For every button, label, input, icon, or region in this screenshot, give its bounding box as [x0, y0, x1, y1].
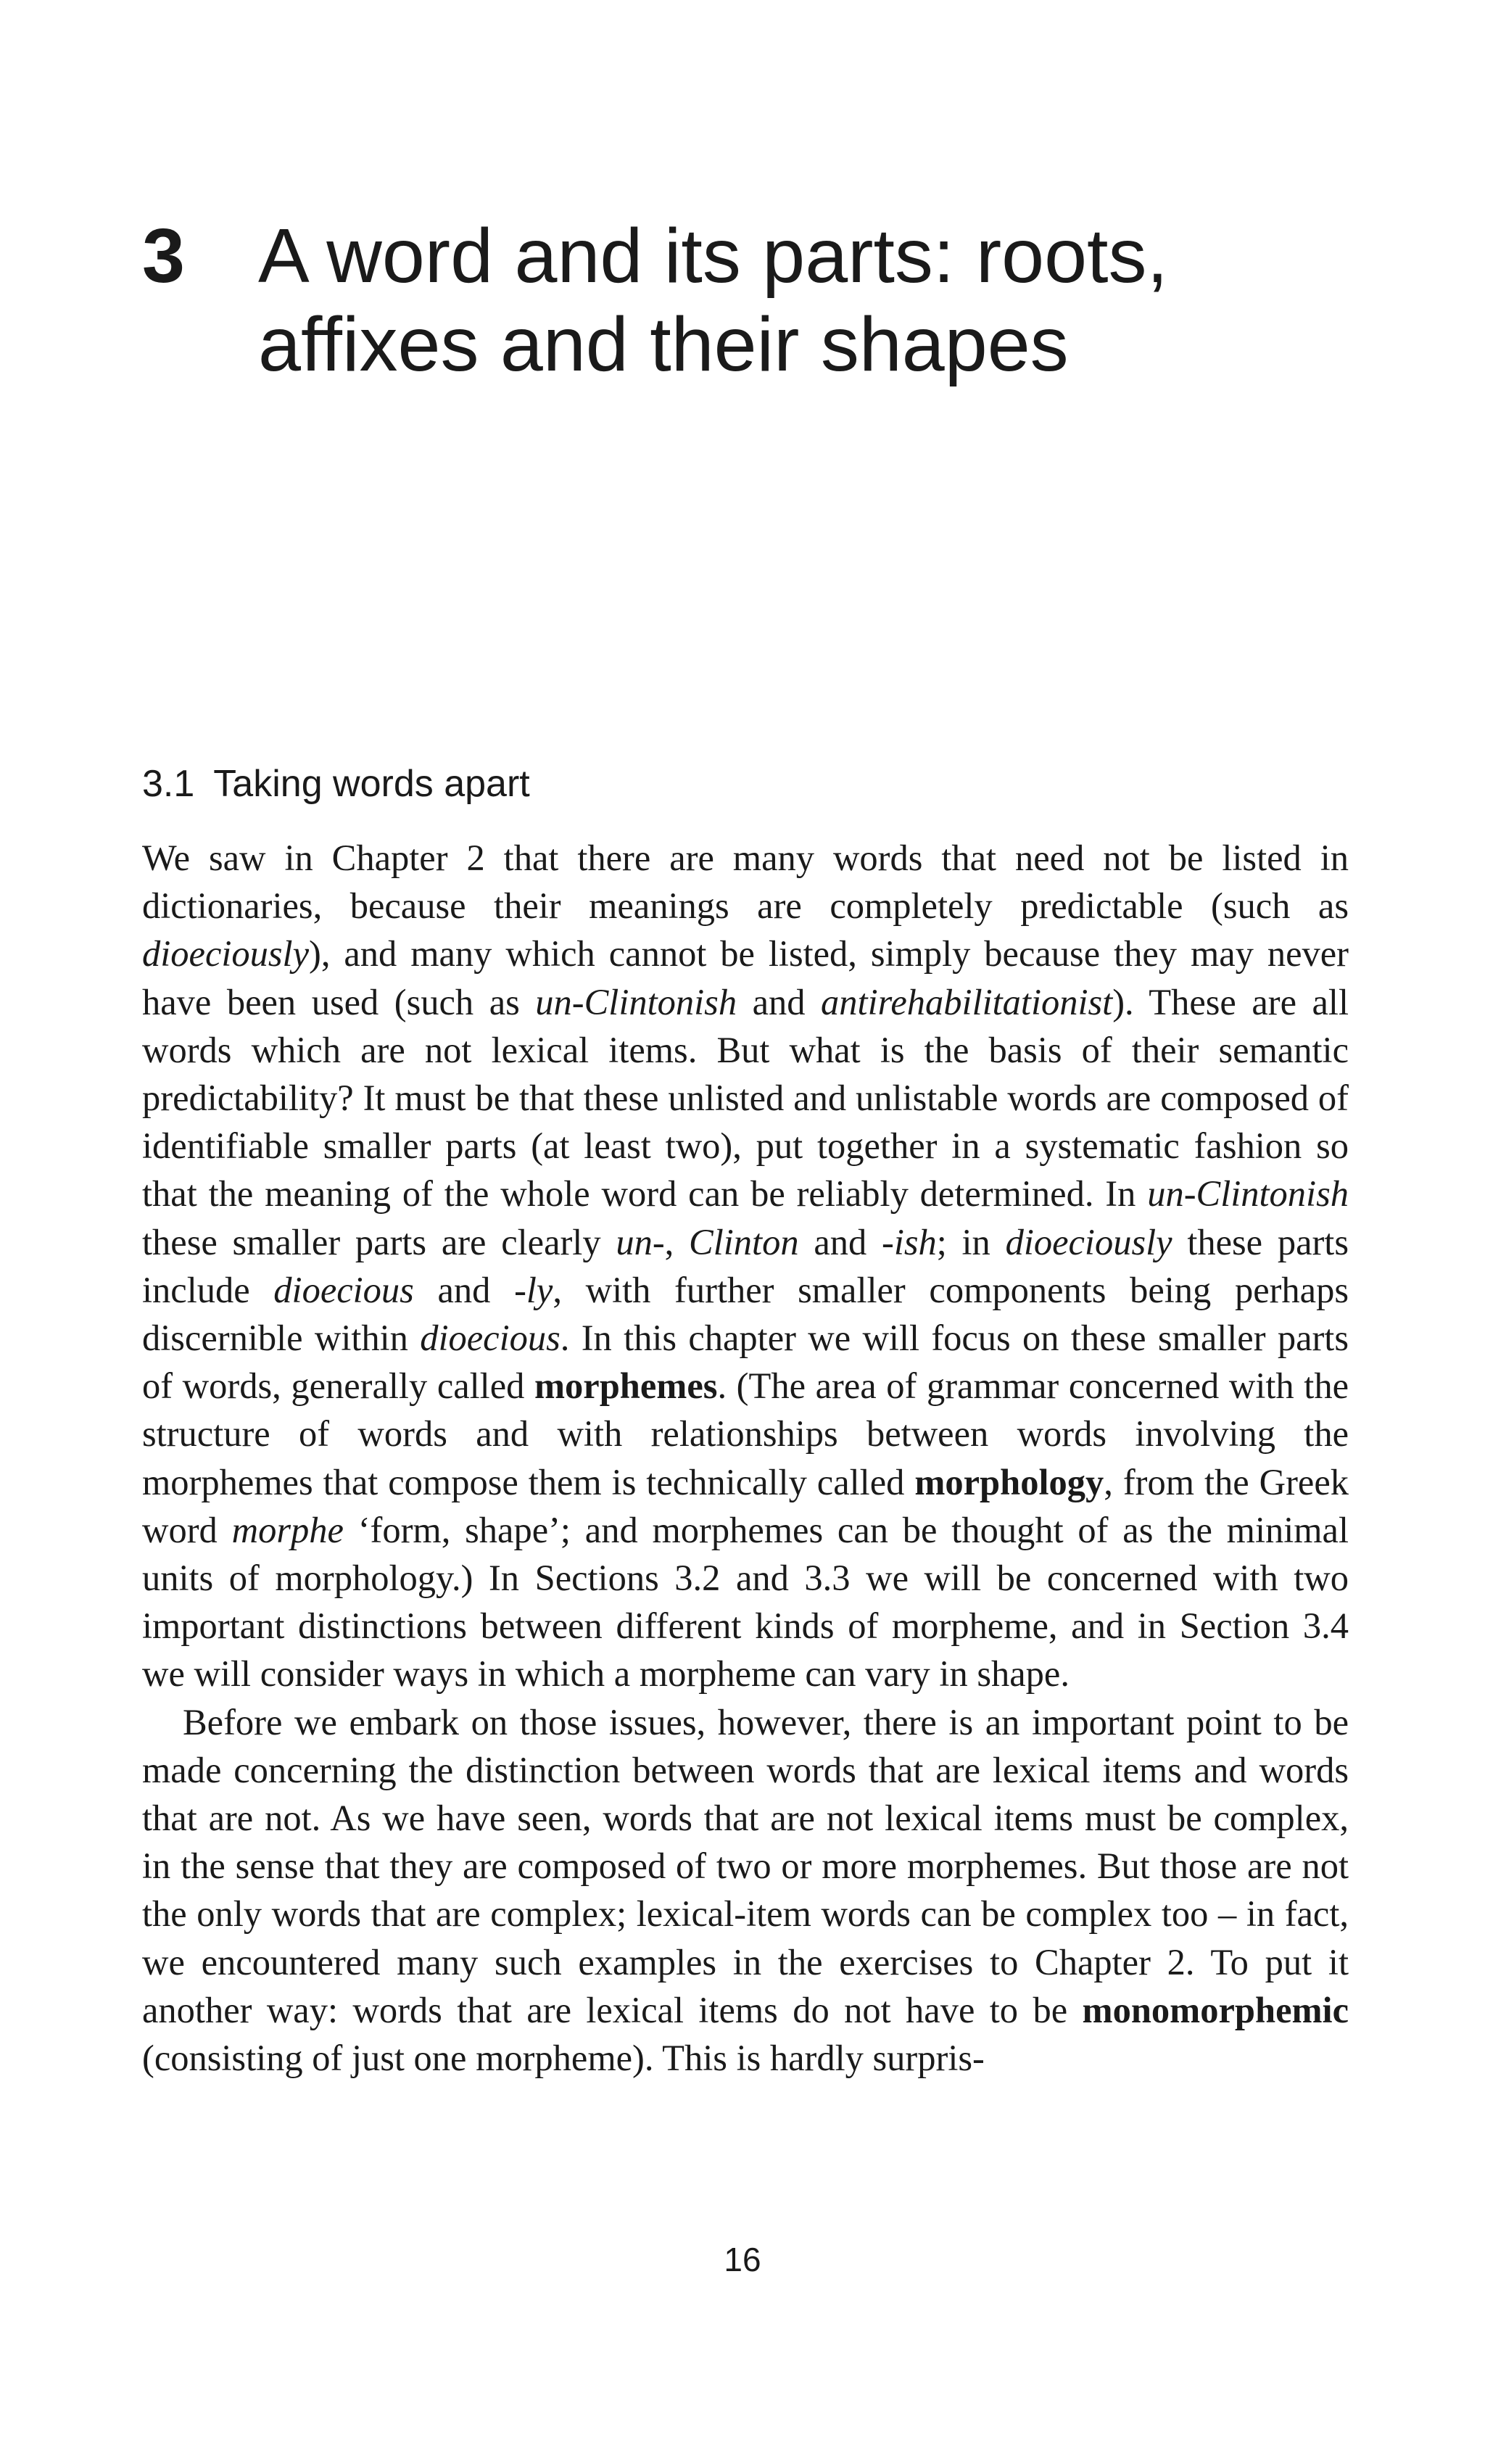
- italic-term: -ly: [514, 1269, 553, 1310]
- text-run: Before we embark on those issues, however, there is an important point to be made concerning the distinction between words that are lexical items and words that are not. As we have seen, words that are not lexical items must be complex, in the sense that they are composed of two or more morphemes. But those are not the only words that are complex; lexical-item words can be complex too – in fact, we encountered many such examples in the exercises to Chapter 2. To put it another way: words that are lexical items do not have to be: [142, 1701, 1349, 2030]
- italic-term: dioeciously: [142, 933, 309, 975]
- text-run: ), and many which cannot be listed, simply because they may never have been used (such as: [142, 933, 1349, 1022]
- italic-term: un-: [616, 1221, 665, 1262]
- section-number: 3.1: [142, 763, 195, 805]
- text-run: and: [798, 1221, 882, 1262]
- text-run: and: [737, 981, 822, 1022]
- section-title: Taking words apart: [213, 763, 530, 805]
- italic-term: antirehabilitationist: [821, 981, 1113, 1022]
- bold-term: morphemes: [534, 1365, 718, 1407]
- text-run: ,: [664, 1221, 690, 1262]
- italic-term: morphe: [231, 1509, 344, 1550]
- text-run: these parts include: [142, 1221, 1349, 1310]
- italic-term: dioecious: [273, 1269, 414, 1310]
- text-run: these smaller parts are clearly: [142, 1221, 616, 1262]
- body-text: [142, 834, 1349, 2082]
- text-run: . (The area of grammar concerned with the structure of words and with relationships between words involving the morphemes that compose them is technically called: [142, 1365, 1349, 1502]
- chapter-heading: [142, 212, 1346, 389]
- italic-term: -ish: [882, 1221, 937, 1262]
- italic-term: dioecious: [420, 1318, 561, 1359]
- text-run: . In this chapter we will focus on these smaller parts of words, generally called: [142, 1318, 1349, 1407]
- text-run: (consisting of just one morpheme). This is hardly surpris-: [142, 2038, 985, 2079]
- text-run: ‘form, shape’; and morphemes can be thought of as the minimal units of morphology.) In Sections 3.2 and 3.3 we will be concerned with two important distinctions between different kinds of morpheme, and in Section 3.4 we will consider ways in which a morpheme can vary in shape.: [142, 1509, 1349, 1695]
- text-run: and: [413, 1269, 515, 1310]
- paragraph: [142, 1698, 1349, 2083]
- chapter-title: A word and its parts: roots, affixes and their shapes: [258, 213, 1168, 387]
- text-run: ; in: [936, 1221, 1006, 1262]
- section-heading: [142, 758, 530, 809]
- text-run: We saw in Chapter 2 that there are many words that need not be listed in dictionaries, because their meanings are completely predictable (such as: [142, 838, 1349, 927]
- chapter-number: 3: [142, 213, 185, 299]
- page-number: 16: [724, 2241, 761, 2278]
- italic-term: dioeciously: [1005, 1221, 1172, 1262]
- text-run: ). These are all words which are not lexical items. But what is the basis of their semantic predictability? It must be that these unlisted and unlistable words are composed of identifiable smaller parts (at least two), put together in a systematic fashion so that the meaning of the whole word can be reliably determined. In: [142, 981, 1349, 1215]
- bold-term: monomorphemic: [1082, 1989, 1349, 2030]
- text-run: , with further smaller components being perhaps discernible within: [142, 1269, 1349, 1359]
- paragraph: [142, 834, 1349, 1698]
- italic-term: Clinton: [689, 1221, 799, 1262]
- bold-term: morphology: [914, 1461, 1104, 1502]
- text-run: , from the Greek word: [142, 1461, 1349, 1550]
- italic-term: un-Clintonish: [535, 981, 737, 1022]
- italic-term: un-Clintonish: [1147, 1173, 1349, 1215]
